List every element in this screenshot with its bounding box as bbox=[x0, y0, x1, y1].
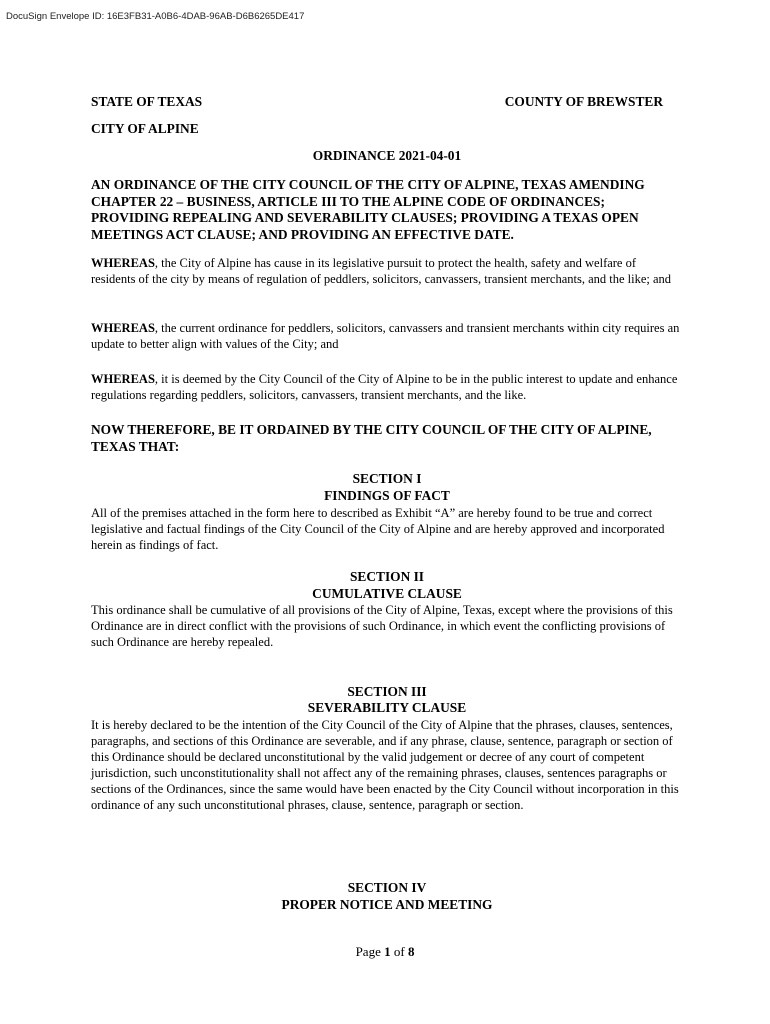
page-number bbox=[0, 944, 770, 960]
state-label: STATE OF TEXAS bbox=[91, 94, 203, 109]
whereas-text: , the City of Alpine has cause in its legislative pursuit to protect the health, safety and welfare of residents of the city by means of regulation of peddlers, solicitors, canvassers, transient merchants, and the like; and bbox=[91, 256, 672, 286]
docusign-envelope-id: DocuSign Envelope ID: 16E3FB31-A0B6-4DAB-96AB-D6B6265DE417 bbox=[6, 11, 305, 22]
jurisdiction-row bbox=[91, 94, 683, 111]
page-total: 8 bbox=[407, 944, 415, 959]
section-1-subheading: FINDINGS OF FACT bbox=[324, 488, 450, 503]
section-3-heading: SECTION III bbox=[347, 684, 427, 699]
ordinance-title: AN ORDINANCE OF THE CITY COUNCIL OF THE CITY OF ALPINE, TEXAS AMENDING CHAPTER 22 – BUSINESS, ARTICLE III TO THE ALPINE CODE OF ORDINANCES; PROVIDING REPEALING AND SEVERABILITY CLAUSES; PROVIDING A TEXAS OPEN MEETINGS ACT CLAUSE; AND PROVIDING AN EFFECTIVE DATE. bbox=[91, 177, 645, 242]
whereas-lead: WHEREAS bbox=[91, 372, 155, 386]
section-3-body: It is hereby declared to be the intention of the City Council of the City of Alpine that the phrases, clauses, sentences, paragraphs, and sections of this Ordinance are severable, and if any phrase, clause, sentence, paragraph or section of this Ordinance should be declared unconstitutional by the valid judgement or decree of any court of competent jurisdiction, such unconstitutionality shall not affect any of the remaining phrases, clauses, sentences paragraphs or sections of the Ordinances, since the same would have been enacted by the City Council without incorporation in this ordinance of any such unconstitutional phrases, clause, sentence, paragraph or section. bbox=[91, 718, 679, 812]
section-4-heading: SECTION IV bbox=[347, 880, 427, 895]
section-2-subheading: CUMULATIVE CLAUSE bbox=[312, 586, 462, 601]
section-2-body: This ordinance shall be cumulative of all provisions of the City of Alpine, Texas, except where the provisions of this Ordinance are in direct conflict with the provisions of such Ordinance, in which event the conflicting provisions of such Ordinance are hereby repealed. bbox=[91, 603, 673, 649]
whereas-paragraph-2 bbox=[91, 320, 683, 352]
whereas-paragraph-3 bbox=[91, 371, 683, 403]
city-label: CITY OF ALPINE bbox=[91, 121, 199, 136]
whereas-text: , the current ordinance for peddlers, solicitors, canvassers and transient merchants within city requires an update to better align with values of the City; and bbox=[91, 321, 680, 351]
whereas-lead: WHEREAS bbox=[91, 321, 155, 335]
section-1-body: All of the premises attached in the form here to described as Exhibit “A” are hereby found to be true and correct legislative and factual findings of the City Council of the City of Alpine and are hereby approved and incorporated herein as findings of fact. bbox=[91, 506, 665, 552]
whereas-lead: WHEREAS bbox=[91, 256, 155, 270]
page-word: Page bbox=[355, 944, 381, 959]
now-therefore-clause: NOW THEREFORE, BE IT ORDAINED BY THE CITY COUNCIL OF THE CITY OF ALPINE, TEXAS THAT: bbox=[91, 422, 652, 454]
section-2-heading: SECTION II bbox=[349, 569, 425, 584]
section-3-subheading: SEVERABILITY CLAUSE bbox=[307, 700, 467, 715]
page-of-word: of bbox=[393, 944, 405, 959]
section-1-heading: SECTION I bbox=[352, 471, 422, 486]
county-label: COUNTY OF BREWSTER bbox=[504, 94, 663, 109]
section-4-subheading: PROPER NOTICE AND MEETING bbox=[281, 897, 493, 912]
whereas-paragraph-1 bbox=[91, 255, 683, 287]
whereas-text: , it is deemed by the City Council of the City of Alpine to be in the public interest to update and enhance regulations regarding peddlers, solicitors, canvassers, transient merchants, and the like. bbox=[91, 372, 678, 402]
ordinance-number: ORDINANCE 2021-04-01 bbox=[312, 148, 462, 163]
page-current: 1 bbox=[384, 944, 391, 959]
